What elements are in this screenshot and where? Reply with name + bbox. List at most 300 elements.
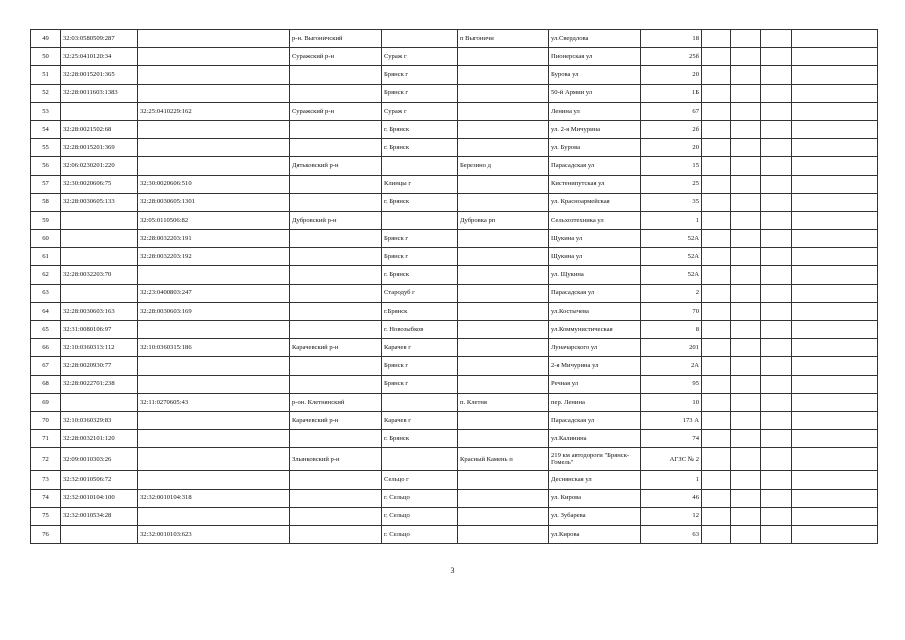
locality-cell [458,120,549,138]
empty-cell [702,489,731,507]
empty-cell [792,48,878,66]
row-number-cell: 55 [31,139,61,157]
building-cadastral-cell [138,357,290,375]
empty-cell [731,175,761,193]
building-cadastral-cell [138,266,290,284]
street-cell: Речная ул [549,375,641,393]
house-number-cell: 67 [641,102,702,120]
city-cell [382,448,458,471]
house-number-cell: 8 [641,321,702,339]
building-cadastral-cell: 32:23:0400803:247 [138,284,290,302]
locality-cell [458,48,549,66]
empty-cell [731,248,761,266]
locality-cell [458,139,549,157]
empty-cell [761,393,792,411]
locality-cell [458,430,549,448]
empty-cell [792,302,878,320]
empty-cell [731,211,761,229]
empty-cell [792,357,878,375]
street-cell: 2-я Мичурина ул [549,357,641,375]
locality-cell [458,471,549,489]
locality-cell [458,321,549,339]
empty-cell [761,411,792,429]
street-cell: Кистенипутская ул [549,175,641,193]
empty-cell [731,393,761,411]
city-cell: г. Сельцо [382,507,458,525]
table-row [31,266,878,284]
empty-cell [792,230,878,248]
locality-cell [458,302,549,320]
house-number-cell: 20 [641,139,702,157]
table-body [31,30,878,544]
empty-cell [792,448,878,471]
empty-cell [792,321,878,339]
street-cell: ул. Красноармейская [549,193,641,211]
street-cell: ул.Коммунистическая [549,321,641,339]
cadastral-number-cell: 32:06:0230201:220 [61,157,138,175]
house-number-cell: 52А [641,266,702,284]
district-cell: Дубровский р-н [290,211,382,229]
street-cell: ул. 2-я Мичурина [549,120,641,138]
district-cell [290,375,382,393]
table-row [31,48,878,66]
empty-cell [761,448,792,471]
cadastral-number-cell: 32:28:0021502:68 [61,120,138,138]
locality-cell: Березино д [458,157,549,175]
empty-cell [702,375,731,393]
cadastral-table [30,29,878,544]
empty-cell [761,375,792,393]
empty-cell [731,230,761,248]
table-row [31,471,878,489]
district-cell [290,430,382,448]
empty-cell [731,84,761,102]
city-cell: Карачев г [382,411,458,429]
table-row [31,357,878,375]
row-number-cell: 72 [31,448,61,471]
city-cell [382,393,458,411]
street-cell: пер. Ленина [549,393,641,411]
empty-cell [702,471,731,489]
table-row [31,102,878,120]
table-row [31,120,878,138]
row-number-cell: 68 [31,375,61,393]
city-cell [382,157,458,175]
empty-cell [702,393,731,411]
cadastral-number-cell: 32:28:0015201:369 [61,139,138,157]
empty-cell [792,157,878,175]
district-cell [290,120,382,138]
locality-cell [458,339,549,357]
locality-cell [458,525,549,543]
row-number-cell: 65 [31,321,61,339]
building-cadastral-cell [138,48,290,66]
city-cell: Сураж г [382,48,458,66]
locality-cell [458,175,549,193]
empty-cell [702,448,731,471]
empty-cell [761,30,792,48]
building-cadastral-cell [138,157,290,175]
building-cadastral-cell [138,430,290,448]
street-cell: Луначарского ул [549,339,641,357]
district-cell [290,230,382,248]
table-row [31,302,878,320]
district-cell: Суражский р-н [290,48,382,66]
city-cell: г. Сельцо [382,525,458,543]
cadastral-number-cell [61,393,138,411]
city-cell: г. Брянск [382,266,458,284]
district-cell [290,507,382,525]
street-cell: Парасадская ул [549,411,641,429]
empty-cell [702,302,731,320]
row-number-cell: 64 [31,302,61,320]
district-cell [290,139,382,157]
table-row [31,375,878,393]
building-cadastral-cell [138,448,290,471]
cadastral-number-cell: 32:32:0010104:100 [61,489,138,507]
table-row [31,489,878,507]
street-cell: ул.Костычева [549,302,641,320]
table-row [31,321,878,339]
cadastral-number-cell: 32:03:0580509:287 [61,30,138,48]
empty-cell [702,211,731,229]
empty-cell [731,507,761,525]
street-cell: Щукина ул [549,230,641,248]
empty-cell [731,66,761,84]
cadastral-number-cell: 32:09:0010303:26 [61,448,138,471]
empty-cell [761,339,792,357]
building-cadastral-cell [138,321,290,339]
street-cell: Пионерская ул [549,48,641,66]
building-cadastral-cell: 32:28:0032203:192 [138,248,290,266]
building-cadastral-cell [138,84,290,102]
house-number-cell: 1 [641,471,702,489]
empty-cell [792,284,878,302]
empty-cell [761,471,792,489]
city-cell: Брянск г [382,375,458,393]
street-cell: ул. Зубарева [549,507,641,525]
empty-cell [761,266,792,284]
table-row [31,284,878,302]
district-cell: Злынковский р-н [290,448,382,471]
cadastral-number-cell: 32:31:0080106:97 [61,321,138,339]
empty-cell [731,193,761,211]
row-number-cell: 63 [31,284,61,302]
empty-cell [792,339,878,357]
empty-cell [761,248,792,266]
building-cadastral-cell [138,507,290,525]
row-number-cell: 51 [31,66,61,84]
row-number-cell: 56 [31,157,61,175]
empty-cell [761,321,792,339]
empty-cell [761,139,792,157]
building-cadastral-cell: 32:28:0030605:1301 [138,193,290,211]
building-cadastral-cell: 32:25:0410229:162 [138,102,290,120]
cadastral-number-cell: 32:28:0022701:238 [61,375,138,393]
locality-cell [458,84,549,102]
row-number-cell: 73 [31,471,61,489]
empty-cell [792,393,878,411]
house-number-cell: 74 [641,430,702,448]
city-cell: Брянск г [382,230,458,248]
district-cell [290,248,382,266]
street-cell: Бурова ул [549,66,641,84]
empty-cell [761,193,792,211]
cadastral-number-cell: 32:28:0011603:1383 [61,84,138,102]
district-cell [290,175,382,193]
house-number-cell: 70 [641,302,702,320]
city-cell [382,30,458,48]
table-row [31,30,878,48]
empty-cell [702,321,731,339]
building-cadastral-cell: 32:32:0010103:623 [138,525,290,543]
street-cell: Парасадская ул [549,157,641,175]
empty-cell [731,525,761,543]
locality-cell [458,248,549,266]
locality-cell [458,507,549,525]
building-cadastral-cell: 32:05:0110506:82 [138,211,290,229]
empty-cell [702,48,731,66]
table-row [31,66,878,84]
empty-cell [702,230,731,248]
empty-cell [702,84,731,102]
building-cadastral-cell [138,66,290,84]
table-row [31,448,878,471]
row-number-cell: 66 [31,339,61,357]
city-cell: Брянск г [382,66,458,84]
city-cell: Брянск г [382,357,458,375]
building-cadastral-cell: 32:28:0030603:169 [138,302,290,320]
row-number-cell: 49 [31,30,61,48]
empty-cell [702,175,731,193]
empty-cell [761,489,792,507]
empty-cell [702,266,731,284]
locality-cell [458,284,549,302]
empty-cell [702,525,731,543]
building-cadastral-cell [138,411,290,429]
street-cell: ул. Щукина [549,266,641,284]
empty-cell [731,430,761,448]
row-number-cell: 67 [31,357,61,375]
empty-cell [792,266,878,284]
locality-cell [458,411,549,429]
street-cell: Парасадская ул [549,284,641,302]
empty-cell [702,102,731,120]
row-number-cell: 62 [31,266,61,284]
house-number-cell: 2А [641,357,702,375]
empty-cell [702,66,731,84]
district-cell: Карачевский р-н [290,339,382,357]
building-cadastral-cell [138,120,290,138]
row-number-cell: 71 [31,430,61,448]
cadastral-number-cell [61,102,138,120]
house-number-cell: 2б [641,120,702,138]
house-number-cell: 201 [641,339,702,357]
empty-cell [792,411,878,429]
table-row [31,230,878,248]
district-cell [290,66,382,84]
district-cell [290,193,382,211]
city-cell: г. Брянск [382,139,458,157]
page-number: 3 [450,566,455,575]
table-row [31,175,878,193]
locality-cell [458,266,549,284]
building-cadastral-cell [138,139,290,157]
cadastral-number-cell: 32:28:0020930:77 [61,357,138,375]
cadastral-number-cell: 32:28:0032101:120 [61,430,138,448]
city-cell: Карачев г [382,339,458,357]
city-cell: Брянск г [382,248,458,266]
empty-cell [761,120,792,138]
empty-cell [792,471,878,489]
row-number-cell: 60 [31,230,61,248]
row-number-cell: 52 [31,84,61,102]
empty-cell [792,102,878,120]
row-number-cell: 61 [31,248,61,266]
row-number-cell: 54 [31,120,61,138]
city-cell: г. Брянск [382,193,458,211]
row-number-cell: 76 [31,525,61,543]
street-cell: ул. Бурова [549,139,641,157]
district-cell [290,266,382,284]
district-cell: Дятьковский р-н [290,157,382,175]
district-cell [290,471,382,489]
cadastral-number-cell [61,211,138,229]
table-row [31,84,878,102]
house-number-cell: 10 [641,393,702,411]
locality-cell: Дубровка рп [458,211,549,229]
empty-cell [702,430,731,448]
city-cell: Сураж г [382,102,458,120]
empty-cell [731,321,761,339]
empty-cell [702,284,731,302]
district-cell [290,489,382,507]
empty-cell [702,120,731,138]
house-number-cell: 18 [641,30,702,48]
locality-cell [458,66,549,84]
building-cadastral-cell [138,375,290,393]
empty-cell [731,48,761,66]
house-number-cell: 12 [641,507,702,525]
empty-cell [702,193,731,211]
empty-cell [761,284,792,302]
street-cell: Сельхозтехника ул [549,211,641,229]
empty-cell [731,284,761,302]
district-cell: Суражский р-н [290,102,382,120]
empty-cell [702,30,731,48]
house-number-cell: 173 А [641,411,702,429]
house-number-cell: 52А [641,230,702,248]
table-row [31,507,878,525]
district-cell: р-н. Выгоничский [290,30,382,48]
street-cell: ул.Свердлова [549,30,641,48]
empty-cell [731,411,761,429]
locality-cell [458,230,549,248]
empty-cell [731,375,761,393]
empty-cell [792,175,878,193]
cadastral-number-cell [61,284,138,302]
empty-cell [731,139,761,157]
empty-cell [792,193,878,211]
row-number-cell: 75 [31,507,61,525]
city-cell: Стародуб г [382,284,458,302]
district-cell [290,284,382,302]
empty-cell [702,139,731,157]
empty-cell [731,102,761,120]
street-cell: ул. Кирова [549,489,641,507]
empty-cell [731,30,761,48]
cadastral-number-cell [61,525,138,543]
locality-cell [458,193,549,211]
empty-cell [792,211,878,229]
city-cell [382,211,458,229]
cadastral-number-cell [61,230,138,248]
district-cell [290,302,382,320]
city-cell: г. Брянск [382,120,458,138]
building-cadastral-cell [138,471,290,489]
empty-cell [761,230,792,248]
house-number-cell: 52А [641,248,702,266]
empty-cell [792,84,878,102]
empty-cell [761,525,792,543]
street-cell: 50-й Армии ул [549,84,641,102]
empty-cell [761,357,792,375]
empty-cell [761,211,792,229]
city-cell: Брянск г [382,84,458,102]
cadastral-number-cell: 32:25:0410120:34 [61,48,138,66]
building-cadastral-cell: 32:10:0360315:186 [138,339,290,357]
house-number-cell: 95 [641,375,702,393]
district-cell [290,84,382,102]
city-cell: Клинцы г [382,175,458,193]
city-cell: Сельцо г [382,471,458,489]
empty-cell [702,507,731,525]
house-number-cell: 15 [641,157,702,175]
empty-cell [731,357,761,375]
empty-cell [731,157,761,175]
table-row [31,430,878,448]
empty-cell [702,411,731,429]
table-row [31,157,878,175]
empty-cell [792,139,878,157]
empty-cell [792,248,878,266]
empty-cell [761,430,792,448]
empty-cell [731,120,761,138]
row-number-cell: 53 [31,102,61,120]
street-cell: ул.Калинина [549,430,641,448]
house-number-cell: 1 [641,211,702,229]
locality-cell [458,375,549,393]
empty-cell [761,175,792,193]
street-cell: Щукина ул [549,248,641,266]
table-row [31,393,878,411]
empty-cell [761,302,792,320]
locality-cell: п. Клетня [458,393,549,411]
house-number-cell: 20 [641,66,702,84]
house-number-cell: АГЗС № 2 [641,448,702,471]
table-row [31,211,878,229]
empty-cell [792,375,878,393]
empty-cell [702,248,731,266]
cadastral-number-cell: 32:30:0020606:75 [61,175,138,193]
house-number-cell: 35 [641,193,702,211]
row-number-cell: 50 [31,48,61,66]
empty-cell [731,302,761,320]
row-number-cell: 58 [31,193,61,211]
house-number-cell: 25б [641,48,702,66]
row-number-cell: 59 [31,211,61,229]
empty-cell [761,507,792,525]
